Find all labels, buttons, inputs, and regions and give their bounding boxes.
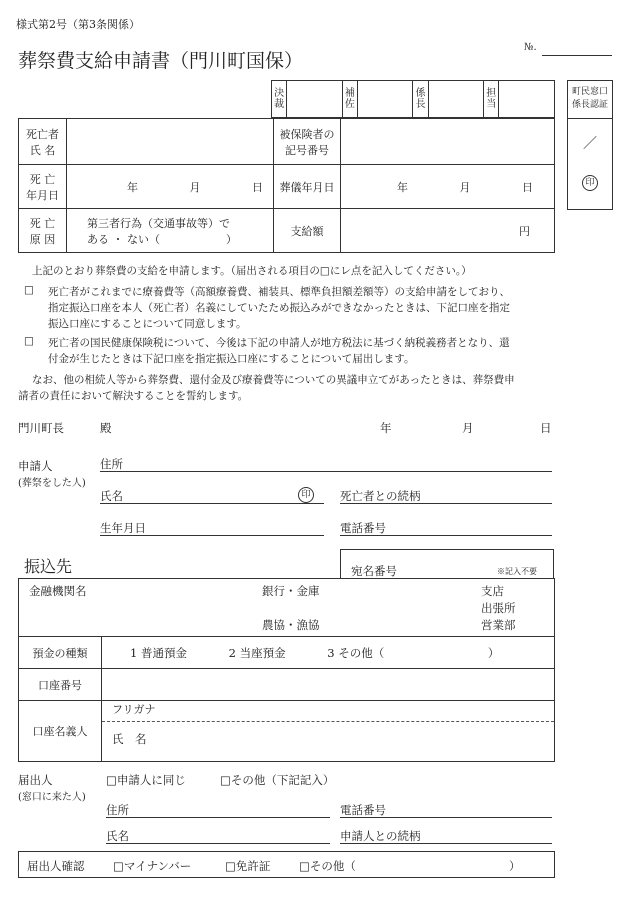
kakaricho-label-2: 長 [415, 99, 426, 110]
cause-label-2: 原 因 [29, 232, 56, 246]
check2-box[interactable]: □ [24, 335, 34, 347]
deceased-table [18, 118, 555, 253]
amount-label: 支給額 [274, 209, 341, 253]
applicant-sub-label: (葬祭をした人) [18, 478, 86, 489]
check1-line-2: 指定振込口座を本人（死亡者）名義にしていたため振込みができなかったときは、下記口座を指定 [48, 302, 510, 314]
deposit-type-label: 預金の種類 [19, 637, 102, 669]
funeral-date-field[interactable] [341, 165, 555, 209]
tanto-label-1: 担 [486, 88, 497, 99]
funeral-month: 月 [459, 180, 471, 194]
applicant-seal: 印 [298, 487, 314, 503]
submitter-address-label: 住所 [106, 803, 129, 817]
kessai-label-2: 裁 [274, 99, 285, 110]
hosa-label-2: 佐 [344, 99, 355, 110]
death-date-label-1: 死 亡 [29, 172, 56, 186]
submitter-sub-label: (窓口に来た人) [18, 792, 86, 803]
kakaricho-stamp[interactable] [428, 81, 484, 118]
addressee-number-label: 宛名番号 [351, 564, 397, 578]
institution-field[interactable] [19, 579, 555, 637]
submitter-same-option[interactable]: □申請人に同じ [106, 773, 186, 787]
applicant-relation-label: 死亡者との続柄 [340, 489, 421, 503]
death-date-field[interactable] [67, 165, 274, 209]
insured-label-1: 被保険者の [279, 127, 335, 141]
mayor-label: 門川町長 [18, 421, 64, 435]
submitter-label: 届出人 [18, 773, 53, 787]
verification-box [18, 851, 555, 878]
deceased-name-field[interactable] [67, 119, 274, 165]
applicant-phone-field[interactable] [340, 520, 552, 536]
check2-text [48, 335, 510, 367]
bank-table [18, 578, 555, 762]
number-label: №. [524, 42, 537, 53]
dono-label: 殿 [100, 421, 112, 435]
check1-text [48, 284, 510, 332]
third-party-line-1[interactable]: 第三者行為（交通事故等）で [87, 216, 230, 230]
oath-line-2: 請者の責任において解決することを誓約します。 [18, 390, 249, 402]
kakaricho-label-1: 係 [415, 88, 426, 99]
nokyo-gyokyo: 農協・漁協 [262, 618, 320, 632]
verify-license[interactable]: □免許証 [225, 859, 271, 873]
check2-line-2: 付金が生じたときは下記口座を指定振込口座にすることについて届出します。 [48, 353, 415, 365]
applicant-name-label: 氏名 [100, 489, 123, 503]
deposit-option-1[interactable]: 1 普通預金 [130, 645, 187, 660]
applicant-birthdate-field[interactable] [100, 520, 324, 536]
check1-box[interactable]: □ [24, 284, 34, 296]
holder-name-label: 氏 名 [112, 732, 147, 746]
funeral-day: 日 [522, 180, 533, 194]
form-number: 様式第2号（第3条関係） [16, 18, 140, 31]
funeral-year: 年 [397, 180, 408, 194]
branch-1: 支店 [481, 584, 504, 598]
hosa-stamp[interactable] [357, 81, 413, 118]
window-slash: ／ [583, 136, 597, 152]
branch-types [481, 583, 516, 634]
deposit-close: ） [487, 645, 500, 660]
applicant-name-field[interactable] [100, 488, 324, 504]
account-number-label: 口座番号 [19, 669, 102, 701]
tanto-label-2: 当 [486, 99, 497, 110]
furigana-label: フリガナ [112, 703, 156, 716]
window-title-1: 町民窓口 [571, 87, 608, 97]
applicant-label: 申請人 [18, 459, 53, 473]
name-label-1: 死亡者 [26, 127, 59, 141]
verify-close: ） [509, 859, 521, 873]
amount-field[interactable] [341, 209, 555, 253]
addressee-number-box[interactable] [340, 549, 554, 579]
death-year: 年 [127, 180, 138, 194]
insured-number-field[interactable] [341, 119, 555, 165]
institution-label: 金融機関名 [29, 584, 87, 598]
cause-label-1: 死 亡 [29, 216, 56, 230]
bank-section-title: 振込先 [24, 557, 73, 576]
holder-name-field[interactable] [102, 722, 554, 761]
death-month: 月 [189, 180, 201, 194]
insured-label-2: 記号番号 [285, 143, 329, 157]
death-day: 日 [252, 180, 263, 194]
applicant-address-field[interactable] [100, 456, 552, 472]
date-month: 月 [462, 421, 474, 435]
submitter-name-label: 氏名 [106, 829, 129, 843]
submitter-phone-label: 電話番号 [340, 803, 386, 817]
death-date-label-2: 年月日 [26, 188, 59, 202]
name-label-2: 氏 名 [29, 143, 56, 157]
verification-label: 届出人確認 [27, 859, 85, 873]
window-seal: 印 [582, 175, 598, 191]
window-cert-box [567, 80, 613, 210]
branch-3: 営業部 [481, 618, 516, 632]
submitter-relation-field[interactable] [340, 828, 552, 844]
approval-table [271, 80, 555, 118]
bank-kinko: 銀行・金庫 [262, 584, 320, 598]
window-title-2: 係長認証 [571, 100, 608, 110]
submitter-name-field[interactable] [106, 828, 330, 844]
submitter-other-option[interactable]: □その他（下記記入） [220, 773, 335, 787]
addressee-number-note: ※記入不要 [497, 567, 537, 576]
funeral-date-label: 葬儀年月日 [274, 165, 341, 209]
applicant-birthdate-label: 生年月日 [100, 521, 146, 535]
oath-line-1: なお、他の相続人等から葬祭費、還付金及び療養費等についての異議申立てがあったときは、葬祭費申 [32, 374, 515, 386]
applicant-relation-field[interactable] [340, 488, 552, 504]
check1-line-3: 振込口座にすることについて同意します。 [48, 318, 247, 330]
deposit-option-3[interactable]: 3 その他（ [327, 645, 385, 660]
check2-line-1: 死亡者の国民健康保険税について、今後は下記の申請人が地方税法に基づく納税義務者となり、還 [48, 337, 510, 349]
verify-mynumber[interactable]: □マイナンバー [113, 859, 192, 873]
kessai-label-1: 決 [274, 88, 285, 99]
date-day: 日 [540, 421, 552, 435]
date-year: 年 [380, 421, 392, 435]
applicant-address-label: 住所 [100, 457, 123, 471]
intro-text: 上記のとおり葬祭費の支給を申請します。（届出される項目の□にレ点を記入してください。） [32, 265, 472, 277]
branch-2: 出張所 [481, 601, 516, 615]
deposit-option-2[interactable]: 2 当座預金 [228, 645, 286, 660]
tanto-stamp[interactable] [499, 81, 555, 118]
deposit-type-field[interactable] [102, 637, 555, 669]
oath-text [18, 372, 515, 404]
yen-label: 円 [519, 224, 530, 238]
submitter-address-field[interactable] [106, 802, 330, 818]
applicant-phone-label: 電話番号 [340, 521, 386, 535]
form-title: 葬祭費支給申請書（門川町国保） [18, 50, 304, 72]
submitter-phone-field[interactable] [340, 802, 552, 818]
number-field[interactable] [542, 42, 612, 56]
submitter-relation-label: 申請人との続柄 [340, 829, 421, 843]
third-party-line-2[interactable]: ある ・ ない（ ） [87, 232, 237, 246]
account-number-field[interactable] [102, 669, 555, 701]
holder-label: 口座名義人 [19, 701, 102, 762]
furigana-field[interactable] [102, 701, 554, 722]
check1-line-1: 死亡者がこれまでに療養費等（高額療養費、補装具、標準負担額差額等）の支給申請をしており、 [48, 286, 510, 298]
verify-other[interactable]: □その他（ [299, 859, 356, 873]
kessai-stamp[interactable] [287, 81, 343, 118]
hosa-label-1: 補 [344, 88, 355, 99]
